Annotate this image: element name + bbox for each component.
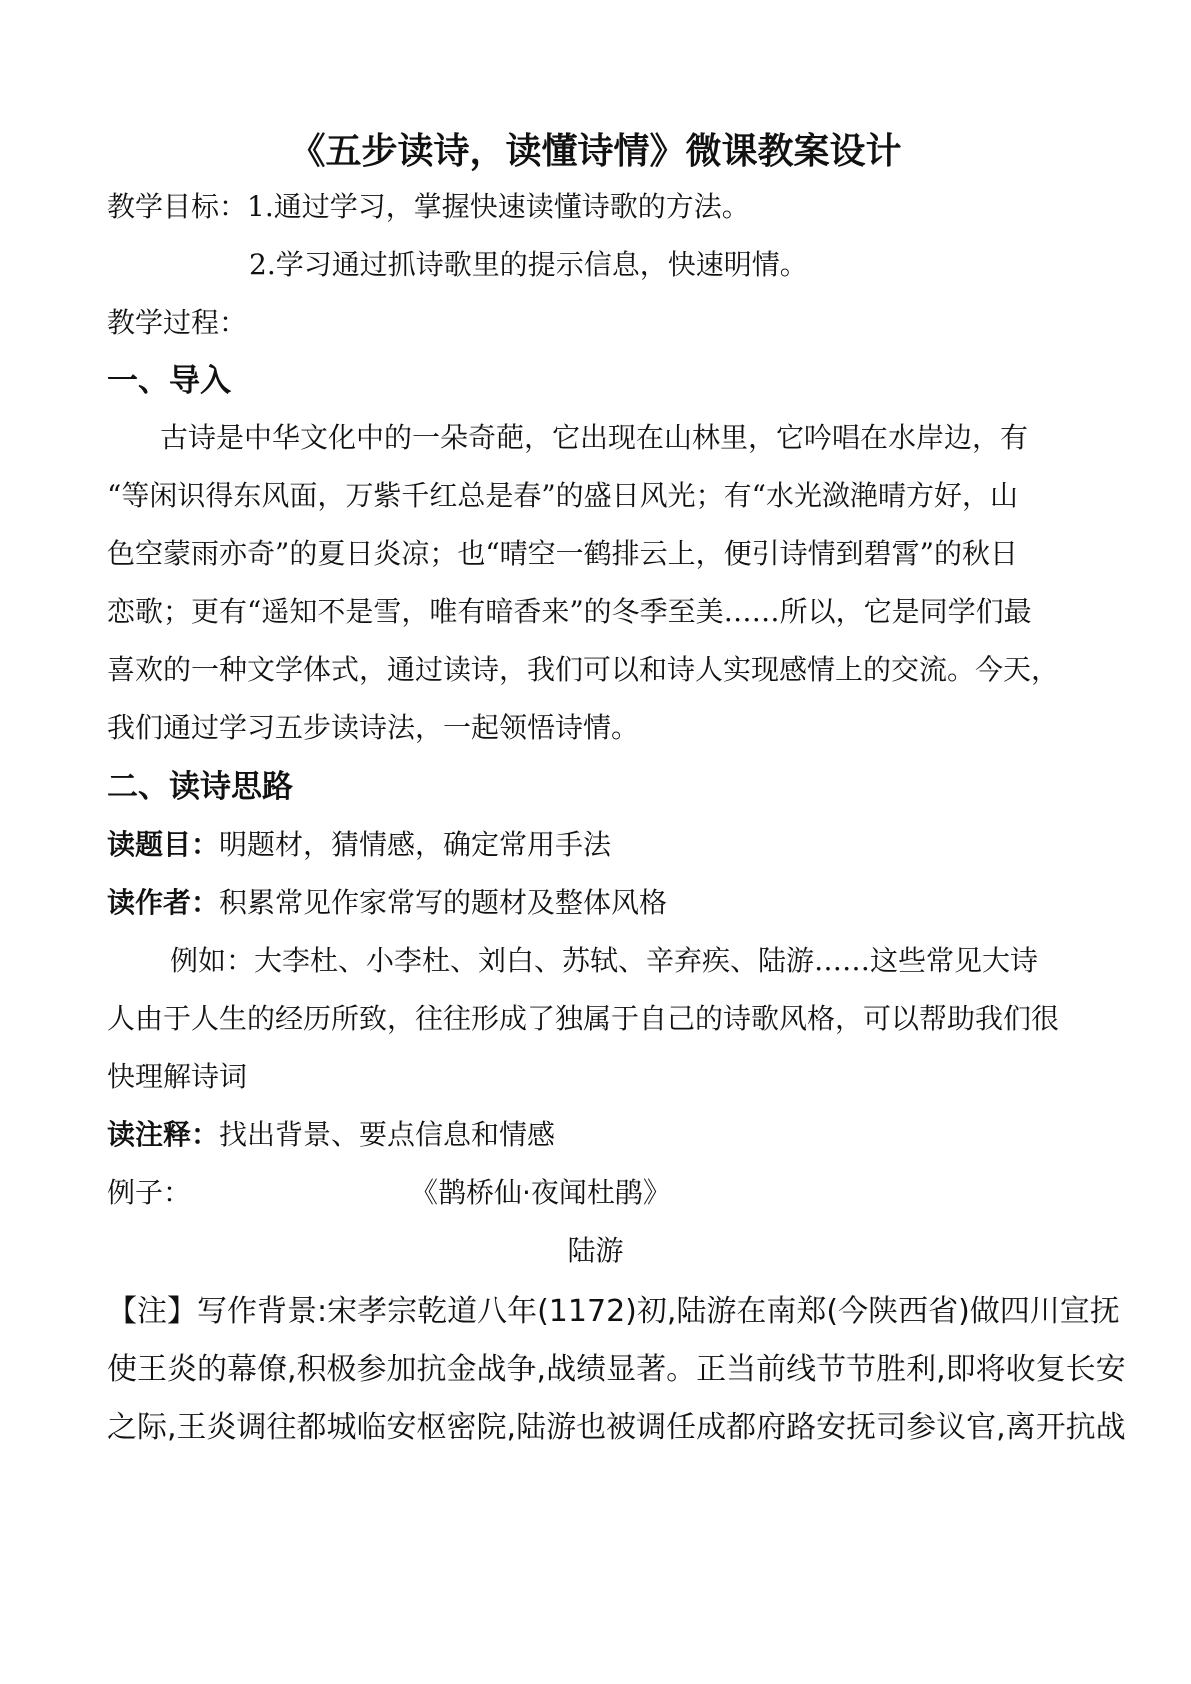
read-notes-label: 读注释： [107, 1118, 220, 1151]
author-example-line: 快理解诗词 [107, 1060, 248, 1093]
objective-item-2: 2.学习通过抓诗歌里的提示信息，快速明情。 [249, 248, 808, 281]
page-title: 《五步读诗，读懂诗情》微课教案设计 [289, 131, 902, 172]
process-label: 教学过程： [107, 306, 248, 339]
read-title-line [107, 825, 611, 865]
read-author-label: 读作者： [107, 886, 220, 919]
read-title-text: 明题材，猜情感，确定常用手法 [219, 828, 612, 861]
read-title-label: 读题目： [107, 828, 220, 861]
poem-author: 陆游 [567, 1234, 624, 1267]
note-line: 【注】写作背景:宋孝宗乾道八年(1172)初,陆游在南郑(今陕西省)做四川宣抚 [107, 1294, 1120, 1329]
objective-item-1: 1.通过学习，掌握快速读懂诗歌的方法。 [247, 190, 750, 223]
note-line: 之际,王炎调往都城临安枢密院,陆游也被调任成都府路安抚司参议官,离开抗战 [107, 1410, 1126, 1445]
read-notes-line [107, 1115, 555, 1155]
intro-paragraph-line: 古诗是中华文化中的一朵奇葩，它出现在山林里，它吟唱在水岸边，有 [160, 421, 1029, 454]
intro-paragraph-line: 喜欢的一种文学体式，通过读诗，我们可以和诗人实现感情上的交流。今天， [107, 653, 1060, 686]
intro-paragraph-line: 恋歌；更有“遥知不是雪，唯有暗香来”的冬季至美……所以，它是同学们最 [107, 595, 1032, 628]
intro-paragraph-line: “等闲识得东风面，万紫千红总是春”的盛日风光；有“水光潋滟晴方好，山 [107, 479, 1018, 512]
author-example-line: 人由于人生的经历所致，往往形成了独属于自己的诗歌风格，可以帮助我们很 [107, 1002, 1060, 1035]
read-notes-text: 找出背景、要点信息和情感 [219, 1118, 556, 1151]
intro-paragraph-line: 色空蒙雨亦奇”的夏日炎凉；也“晴空一鹤排云上，便引诗情到碧霄”的秋日 [107, 537, 1018, 570]
objectives-label: 教学目标： [107, 190, 248, 223]
section-heading-reading-approach: 二、读诗思路 [107, 769, 293, 805]
read-author-text: 积累常见作家常写的题材及整体风格 [219, 886, 668, 919]
section-heading-intro: 一、导入 [107, 363, 231, 399]
objectives-line-1 [107, 187, 750, 227]
read-author-line [107, 883, 667, 923]
poem-title: 《鹊桥仙·夜闻杜鹃》 [410, 1176, 671, 1209]
note-line: 使王炎的幕僚,积极参加抗金战争,战绩显著。正当前线节节胜利,即将收复长安 [107, 1352, 1126, 1387]
author-example-line: 例如：大李杜、小李杜、刘白、苏轼、辛弃疾、陆游……这些常见大诗 [170, 944, 1039, 977]
intro-paragraph-line: 我们通过学习五步读诗法，一起领悟诗情。 [107, 711, 640, 744]
example-label: 例子： [107, 1176, 192, 1209]
